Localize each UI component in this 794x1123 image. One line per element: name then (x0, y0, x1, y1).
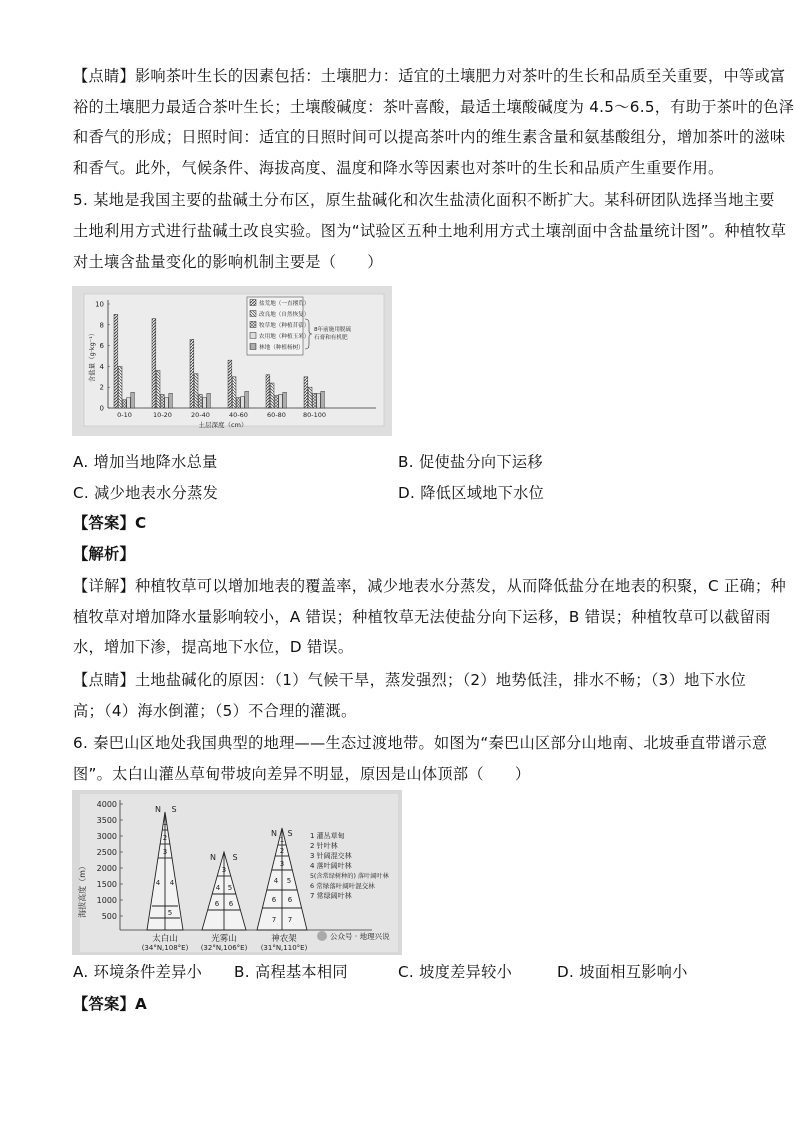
diagram-ytick: 1500 (96, 880, 117, 889)
chart-legend-label: 盐荒地（一直撂荒） (259, 301, 310, 307)
chart-xlabel: 土层深度（cm） (198, 421, 248, 429)
q5-option-b[interactable]: B. 促使盐分向下运移 (398, 453, 543, 471)
chart-legend-label: 农用地（种植玉米） (259, 334, 310, 340)
chart-ytick-label: 10 (95, 300, 104, 309)
zone-number: 5 (286, 877, 292, 885)
q5-stem-line-3: 对土壤含盐量变化的影响机制主要是（ ） (73, 253, 383, 271)
chart-bar (321, 391, 325, 408)
chart-bar (118, 366, 122, 408)
mountain-coord-taibai: (34°N,108°E) (141, 944, 189, 952)
chart-legend-swatch (250, 344, 256, 350)
mountain-coord-shennongjia: (31°N,110°E) (260, 944, 308, 952)
diagram-canvas (72, 790, 402, 955)
q4-tip-line-3: 和香气的形成；日照时间：适宜的日照时间可以提高茶叶内的维生素含量和氨基酸组分，增加茶叶的滋味 (73, 128, 786, 146)
chart-bar (241, 397, 245, 408)
q5-stem-line-2: 土地利用方式进行盐碱土改良实验。图为“试验区五种土地利用方式土壤剖面中含盐量统计图”。种植牧草 (73, 222, 787, 240)
q5-detail-line-3: 水，增加下渗，提高地下水位，D 错误。 (73, 638, 354, 656)
q6-option-b[interactable]: B. 高程基本相同 (234, 963, 348, 981)
chart-legend-swatch (250, 311, 256, 317)
chart-legend-label: 牧草地（种植苜蓿） (259, 323, 310, 329)
chart-bar (274, 396, 278, 408)
chart-bar (131, 392, 135, 408)
chart-ytick-label: 2 (99, 383, 104, 392)
chart-bar (165, 398, 169, 408)
q6-option-d[interactable]: D. 坡面相互影响小 (557, 963, 688, 981)
chart-bar (198, 394, 202, 408)
legend-item: 5(含常绿树种的) 落叶阔叶林 (310, 873, 389, 880)
q6-answer: 【答案】A (73, 995, 148, 1013)
zone-number: 4 (215, 884, 221, 892)
chart-xtick-label: 60-80 (267, 411, 286, 419)
q4-tip-line-1: 【点睛】影响茶叶生长的因素包括：土壤肥力：适宜的土壤肥力对茶叶的生长和品质至关重要，中等或富 (73, 67, 786, 85)
diagram-ytick: 2500 (96, 848, 117, 857)
slope-label-s: S (171, 805, 177, 814)
chart-bar (207, 393, 211, 408)
chart-xtick-label: 0-10 (117, 411, 132, 419)
chart-bar (279, 394, 283, 408)
q5-analysis-title: 【解析】 (73, 545, 135, 563)
chart-xtick-label: 40-60 (229, 411, 248, 419)
q5-tip-line-2: 高；（4）海水倒灌；（5）不合理的灌溉。 (73, 702, 357, 720)
q5-option-d[interactable]: D. 降低区域地下水位 (398, 484, 545, 502)
diagram-ytick: 1000 (96, 896, 117, 905)
chart-bar (236, 398, 240, 408)
chart-bar (152, 319, 156, 408)
salt-content-chart (72, 286, 392, 436)
chart-bar (304, 377, 308, 408)
chart-ytick-label: 8 (99, 321, 104, 330)
chart-bar (232, 377, 236, 408)
chart-bar (190, 339, 194, 408)
chart-bar (270, 383, 274, 408)
q5-detail-line-1: 【详解】种植牧草可以增加地表的覆盖率，减少地表水分蒸发，从而降低盐分在地表的积聚，C 正确；种 (73, 577, 786, 595)
q5-option-a[interactable]: A. 增加当地降水总量 (73, 453, 218, 471)
zone-number: 6 (287, 896, 293, 904)
chart-bar (228, 360, 232, 408)
diagram-ytick: 4000 (96, 800, 117, 809)
chart-legend-swatch (250, 300, 256, 306)
slope-label-s: S (287, 829, 293, 838)
legend-item: 7 常绿阔叶林 (310, 892, 352, 900)
zone-number: 6 (228, 900, 234, 908)
chart-legend-swatch (250, 333, 256, 339)
chart-bar (169, 393, 173, 408)
zone-number: 6 (214, 900, 220, 908)
slope-label-n: N (271, 829, 277, 838)
diagram-yaxis-label: 海拔高度（m） (78, 862, 87, 918)
legend-item: 6 常绿落叶阔叶混交林 (310, 882, 375, 890)
zone-number: 7 (287, 916, 293, 924)
zone-number: 5 (227, 884, 233, 892)
chart-xtick-label: 80-100 (302, 411, 327, 419)
chart-legend-label: 林地（种植杨树） (259, 345, 304, 351)
diagram-ytick: 500 (101, 912, 117, 921)
chart-xtick-label: 10-20 (153, 411, 172, 419)
zone-number: 4 (273, 877, 279, 885)
chart-ytick-label: 0 (99, 404, 104, 413)
chart-bar (127, 398, 131, 408)
zone-number: 3 (162, 848, 168, 856)
q4-tip-line-4: 和香气。此外，气候条件、海拔高度、温度和降水等因素也对茶叶的生长和品质产生重要作用。 (73, 159, 724, 177)
chart-canvas (72, 286, 392, 436)
chart-ytick-label: 6 (99, 342, 104, 351)
q5-detail-line-2: 植牧草对增加降水量影响较小，A 错误；种植牧草无法使盐分向下运移，B 错误；种植牧草可以截留雨 (73, 608, 771, 626)
chart-bar (194, 374, 198, 408)
q5-stem-line-1: 5. 某地是我国主要的盐碱土分布区，原生盐碱化和次生盐渍化面积不断扩大。某科研团队选择当地主要 (73, 191, 775, 209)
zone-number: 2 (162, 834, 168, 842)
legend-item: 4 落叶阔叶林 (310, 862, 352, 870)
chart-bar (312, 393, 316, 408)
slope-label-s: S (232, 853, 238, 862)
q5-option-c[interactable]: C. 减少地表水分蒸发 (73, 484, 219, 502)
chart-bar (203, 398, 207, 408)
watermark-logo-icon (317, 931, 327, 941)
q6-stem-line-1: 6. 秦巴山区地处我国典型的地理——生态过渡地带。如图为“秦巴山区部分山地南、北坡垂直带谱示意 (73, 734, 768, 752)
zone-number: 7 (271, 916, 277, 924)
q5-tip-line-1: 【点睛】土地盐碱化的原因：（1）气候干旱，蒸发强烈；（2）地势低洼，排水不畅；（3）地下水位 (73, 671, 747, 689)
mountain-coord-guangwu: (32°N,106°E) (200, 944, 248, 952)
legend-item: 3 针阔混交林 (310, 852, 352, 860)
zone-number: 4 (155, 879, 161, 887)
zone-number: 6 (271, 896, 277, 904)
chart-ylabel: 含盐量（g·kg⁻¹） (88, 329, 96, 383)
chart-legend-note: 石膏和有机肥 (314, 335, 348, 341)
chart-bar (156, 371, 160, 408)
chart-bar (245, 391, 249, 408)
chart-xtick-label: 20-40 (191, 411, 210, 419)
slope-label-n: N (155, 805, 161, 814)
mountain-name-shennongjia: 神农架 (271, 934, 297, 944)
chart-legend-label: 改良地（自然恢复） (259, 312, 310, 318)
q4-tip-line-2: 裕的土壤肥力最适合茶叶生长；土壤酸碱度：茶叶喜酸，最适土壤酸碱度为 4.5～6.5，有助于茶叶的色泽 (73, 98, 794, 116)
chart-bar (160, 394, 164, 408)
zone-number: 2 (279, 847, 285, 855)
diagram-ytick: 2000 (96, 864, 117, 873)
mountain-name-taibai: 太白山 (152, 934, 178, 944)
chart-bar (266, 375, 270, 408)
chart-legend-swatch (250, 322, 256, 328)
chart-legend-note: 8年前施用脱硫 (314, 327, 352, 333)
chart-bar (122, 400, 126, 408)
watermark-text: 公众号 · 地理兴说 (330, 932, 390, 941)
zone-number: 4 (169, 879, 175, 887)
zone-number: 5 (167, 909, 173, 917)
legend-item: 2 针叶林 (310, 842, 338, 850)
chart-bar (283, 392, 287, 408)
legend-item: 1 灌丛草甸 (310, 832, 345, 840)
vertical-zonation-diagram (72, 790, 402, 955)
zone-number: 1 (162, 819, 168, 827)
zone-number: 3 (221, 866, 227, 874)
diagram-ytick: 3000 (96, 832, 117, 841)
q6-option-a[interactable]: A. 环境条件差异小 (73, 963, 203, 981)
zone-number: 1 (279, 836, 285, 844)
chart-ytick-label: 4 (99, 362, 104, 371)
zone-number: 3 (279, 860, 285, 868)
chart-bar (317, 393, 321, 408)
chart-bar (308, 387, 312, 408)
chart-bar (114, 314, 118, 408)
mountain-name-guangwu: 光雾山 (211, 934, 237, 944)
q5-answer: 【答案】C (73, 514, 147, 532)
q6-stem-line-2: 图”。太白山灌丛草甸带坡向差异不明显，原因是山体顶部（ ） (73, 765, 531, 783)
diagram-ytick: 3500 (96, 816, 117, 825)
slope-label-n: N (210, 853, 216, 862)
q6-option-c[interactable]: C. 坡度差异较小 (398, 963, 513, 981)
